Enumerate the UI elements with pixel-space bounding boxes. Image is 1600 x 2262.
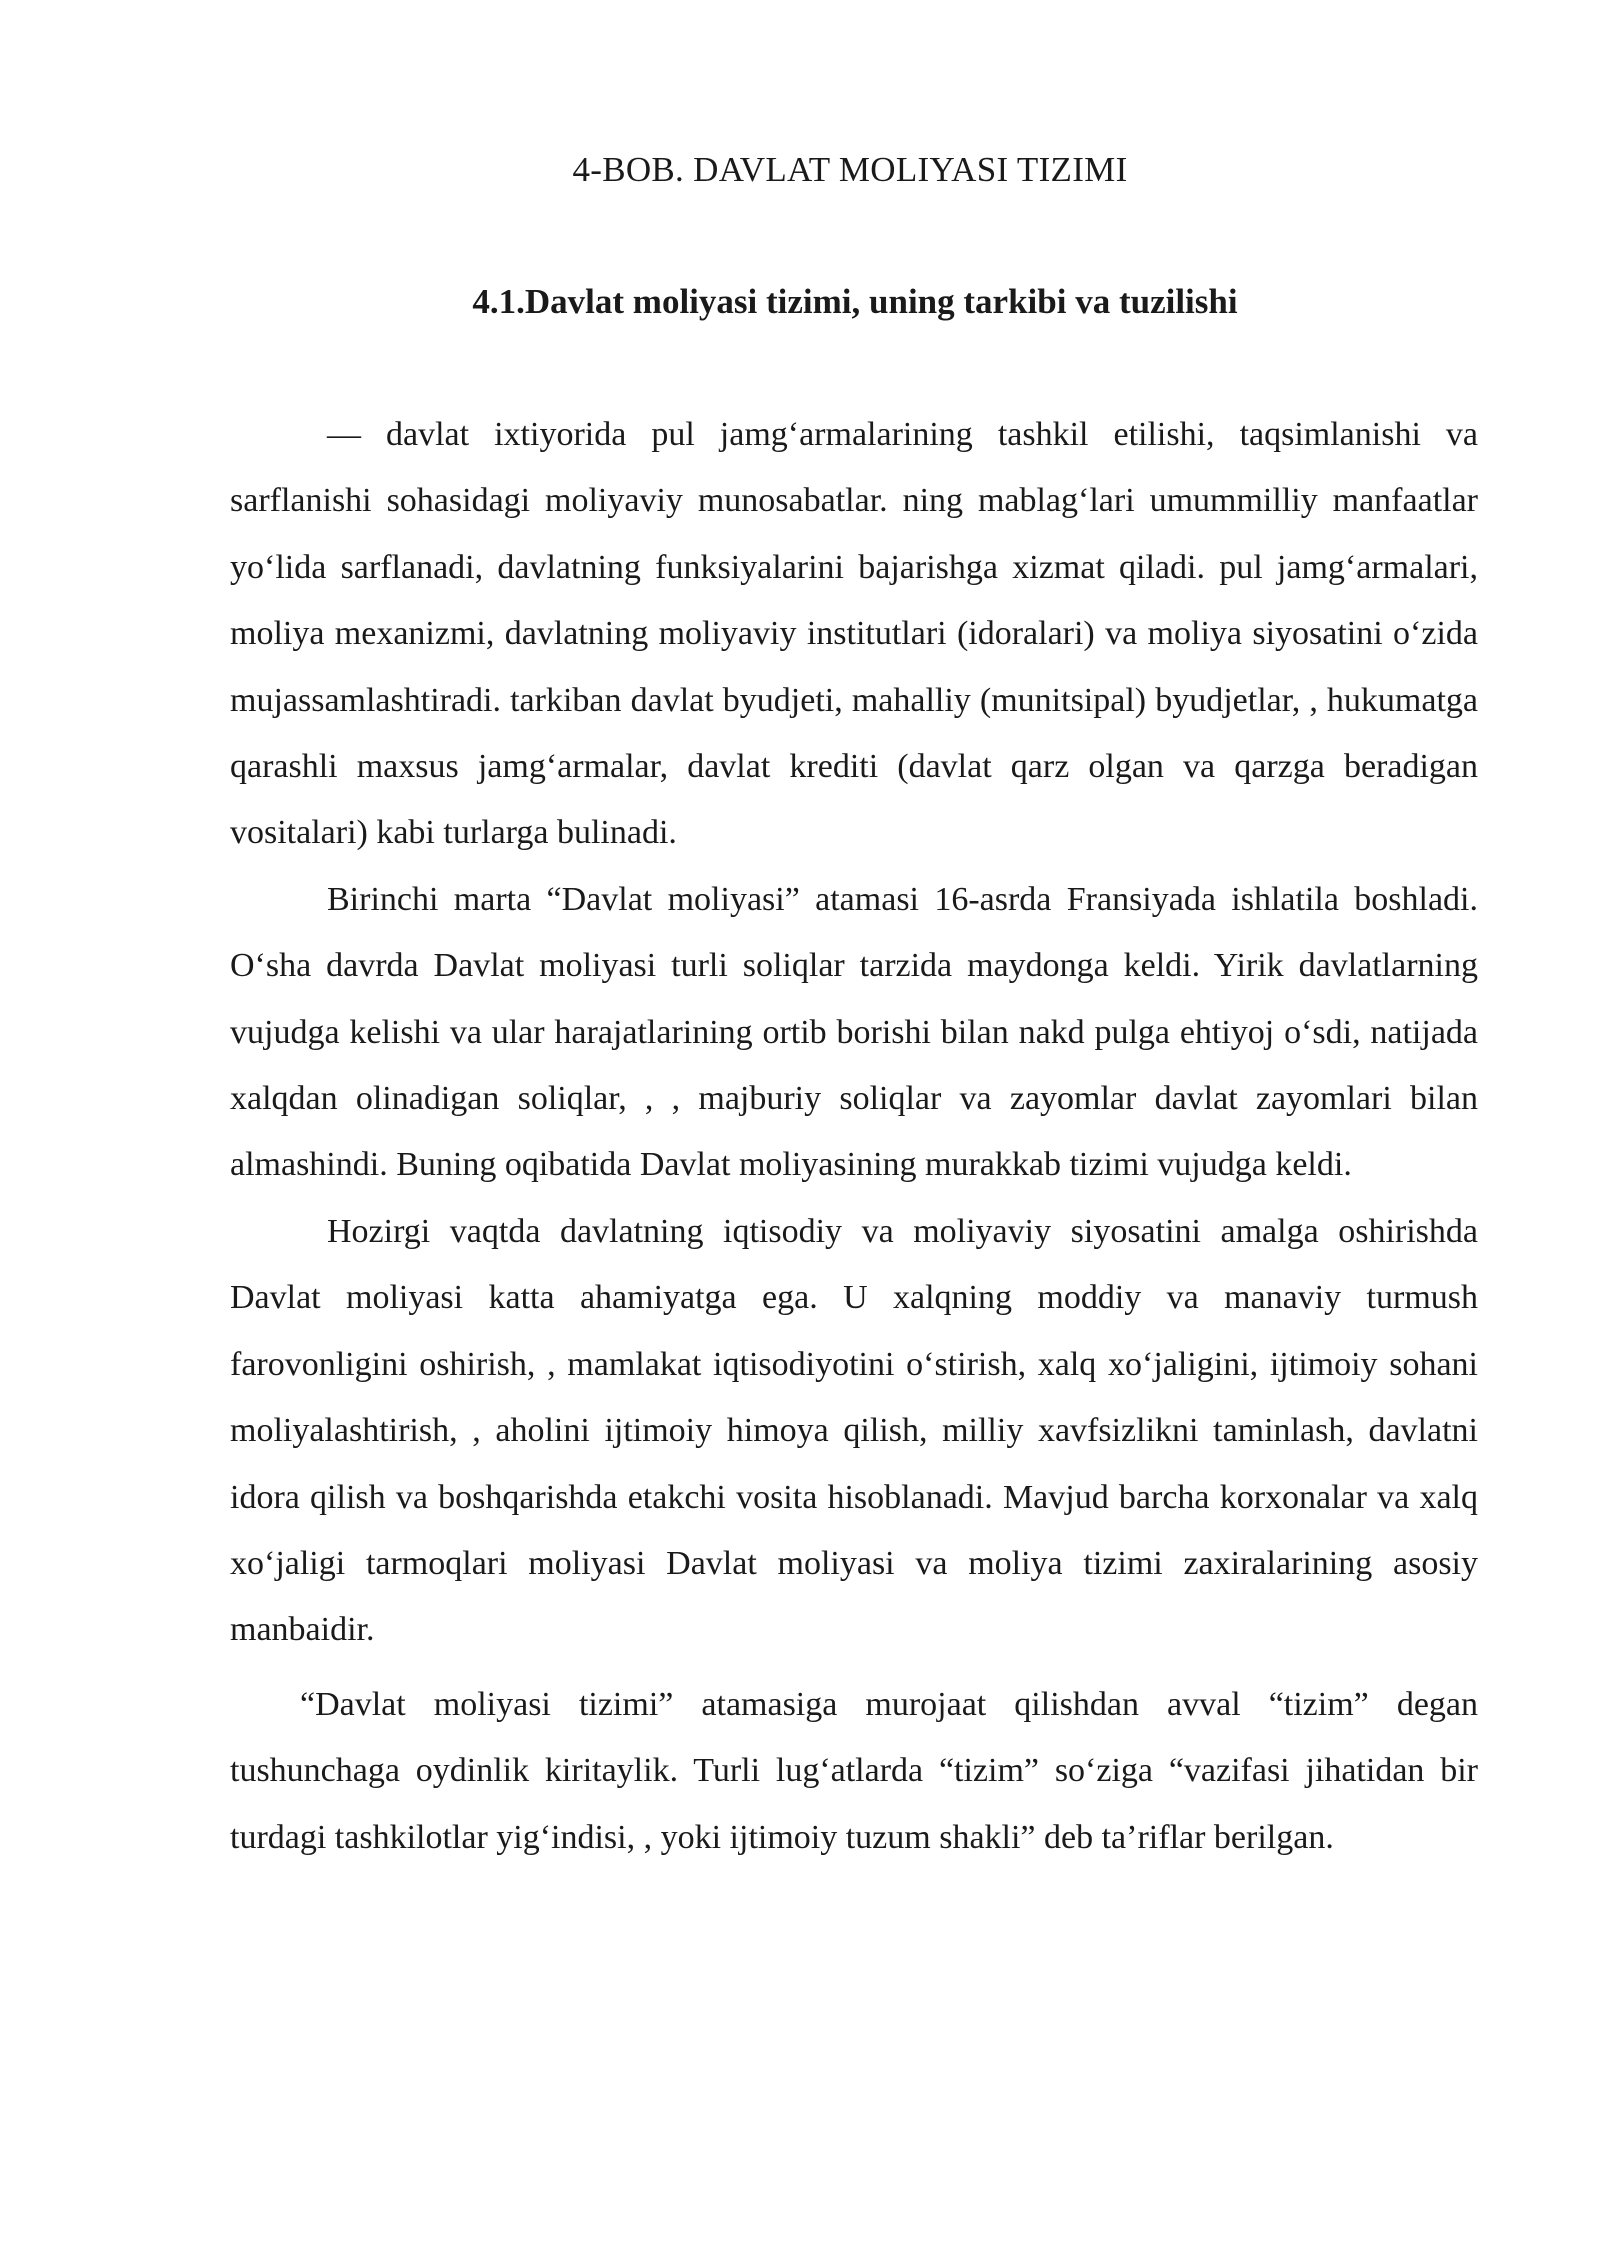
paragraph-importance: Hozirgi vaqtda davlatning iqtisodiy va moliyaviy siyosatini amalga oshirishda Davlat moliyasi katta ahamiyatga ega. U xalqning moddiy va manaviy turmush farovonligini oshirish, , mamlakat iqtisodiyotini o‘stirish, xalq xo‘jaligini, ijtimoiy sohani moliyalashtirish, , aholini ijtimoiy himoya qilish, milliy xavfsizlikni taminlash, davlatni idora qilish va boshqarishda etakchi vosita hisoblanadi. Mavjud barcha korxonalar va xalq xo‘jaligi tarmoqlari moliyasi Davlat moliyasi va moliya tizimi zaxiralarining asosiy manbaidir. [230, 1212, 1478, 1649]
paragraph-system-term: “Davlat moliyasi tizimi” atamasiga murojaat qilishdan avval “tizim” degan tushunchaga oydinlik kiritaylik. Turli lug‘atlarda “tizim” so‘ziga “vazifasi jihatidan bir turdagi tashkilotlar yig‘indisi, , yoki ijtimoiy tuzum shakli” deb ta’riflar berilgan. [230, 1685, 1478, 1856]
body-text [230, 402, 1478, 1871]
section-title: 4.1.Davlat moliyasi tizimi, uning tarkibi va tuzilishi [472, 282, 1238, 321]
paragraph-definition: — davlat ixtiyorida pul jamg‘armalarining tashkil etilishi, taqsimlanishi va sarflanishi sohasidagi moliyaviy munosabatlar. ning mablag‘lari umummilliy manfaatlar yo‘lida sarflanadi, davlatning funksiyalarini bajarishga xizmat qiladi. pul jamg‘armalari, moliya mexanizmi, davlatning moliyaviy institutlari (idoralari) va moliya siyosatini o‘zida mujassamlashtiradi. tarkiban davlat byudjeti, mahalliy (munitsipal) byudjetlar, , hukumatga qarashli maxsus jamg‘armalar, davlat krediti (davlat qarz olgan va qarzga beradigan vositalari) kabi turlarga bulinadi. [230, 416, 1478, 852]
chapter-title: 4-BOB. DAVLAT MOLIYASI TIZIMI [572, 150, 1128, 189]
paragraph-history: Birinchi marta “Davlat moliyasi” atamasi 16-asrda Fransiyada ishlatila boshladi. O‘sha davrda Davlat moliyasi turli soliqlar tarzida maydonga keldi. Yirik davlatlarning vujudga kelishi va ular harajatlarining ortib borishi bilan nakd pulga ehtiyoj o‘sdi, natijada xalqdan olinadigan soliqlar, , , majburiy soliqlar va zayomlar davlat zayomlari bilan almashindi. Buning oqibatida Davlat moliyasining murakkab tizimi vujudga keldi. [230, 880, 1478, 1184]
